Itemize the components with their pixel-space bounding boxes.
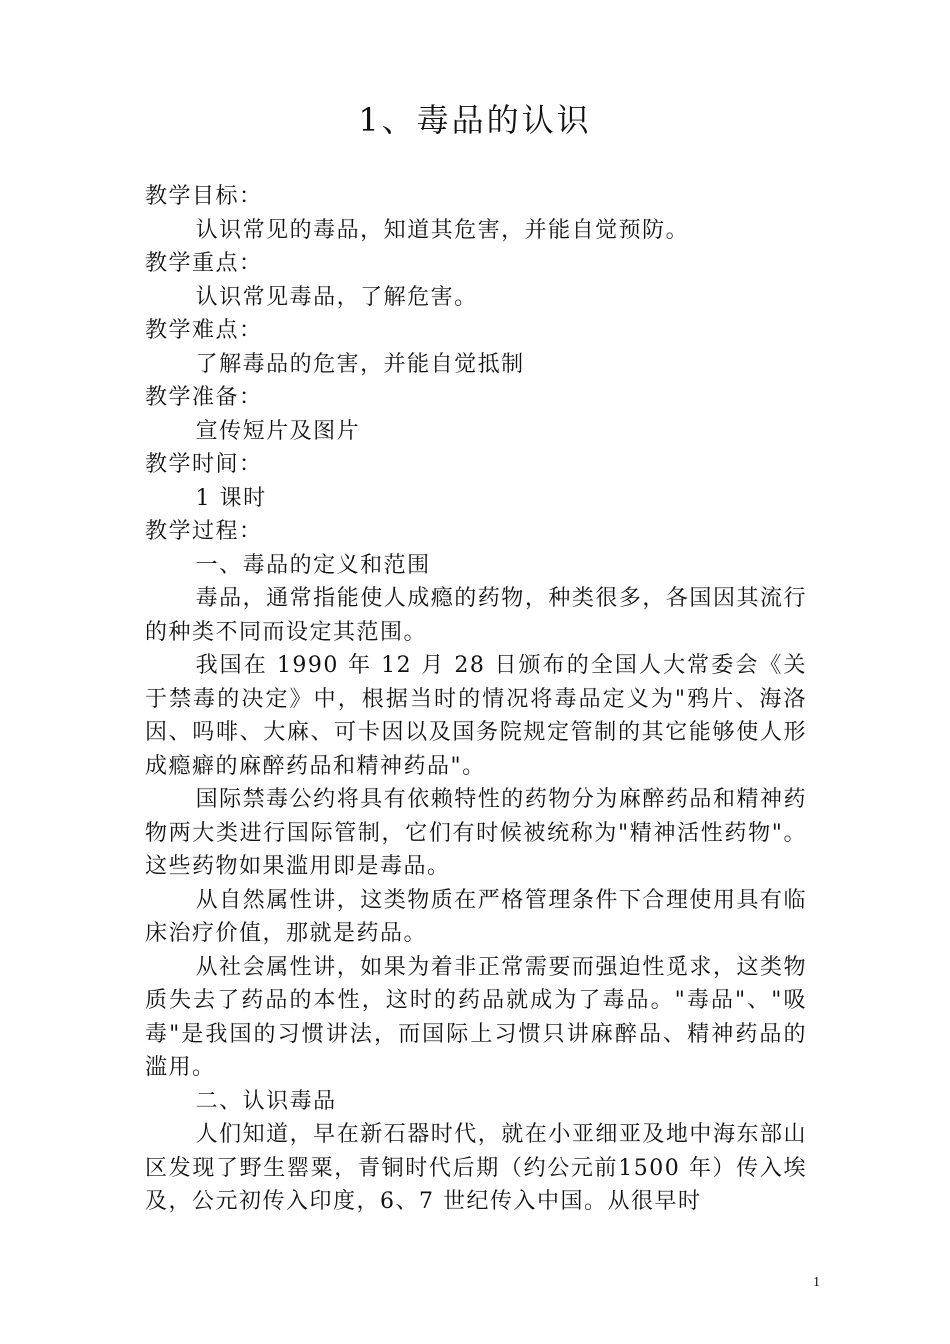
section-content-key-points: 认识常见毒品，了解危害。: [195, 284, 478, 310]
paragraph: 毒品，通常指能使人成瘾的药物，种类很多，各国因其流行的种类不同而设定其范围。: [145, 586, 807, 645]
section-heading-key-points: 教学重点：: [145, 251, 263, 276]
paragraph: 人们知道，早在新石器时代，就在小亚细亚及地中海东部山区发现了野生罂粟，青铜时代后期（约公元前1500 年）传入埃及，公元初传入印度，6、7 世纪传入中国。从很早时: [145, 1122, 807, 1214]
paragraph: 我国在 1990 年 12 月 28 日颁布的全国人大常委会《关于禁毒的决定》中，根据当时的情况将毒品定义为"鸦片、海洛因、吗啡、大麻、可卡因以及国务院规定管制的其它能够使人形成瘾癖的麻醉药品和精神药品"。: [145, 653, 807, 779]
document-body: [145, 180, 807, 1219]
section-heading-objectives: 教学目标：: [145, 184, 263, 209]
section-content-time: 1 课时: [195, 485, 267, 511]
paragraph: 二、认识毒品: [195, 1088, 337, 1114]
paragraph: 一、毒品的定义和范围: [195, 552, 431, 578]
section-heading-time: 教学时间：: [145, 452, 263, 477]
section-content-preparation: 宣传短片及图片: [195, 418, 361, 444]
paragraph: 国际禁毒公约将具有依赖特性的药物分为麻醉药品和精神药物两大类进行国际管制，它们有时候被统称为"精神活性药物"。这些药物如果滥用即是毒品。: [145, 787, 807, 879]
section-heading-preparation: 教学准备：: [145, 385, 263, 410]
section-heading-process: 教学过程：: [145, 519, 263, 544]
section-content-difficulties: 了解毒品的危害，并能自觉抵制: [195, 351, 525, 377]
paragraph: 从自然属性讲，这类物质在严格管理条件下合理使用具有临床治疗价值，那就是药品。: [145, 887, 807, 946]
paragraph: 从社会属性讲，如果为着非正常需要而强迫性觅求，这类物质失去了药品的本性，这时的药品就成为了毒品。"毒品"、"吸毒"是我国的习惯讲法，而国际上习惯只讲麻醉品、精神药品的滥用。: [145, 954, 807, 1080]
page-number: 1: [813, 1275, 820, 1290]
section-content-objectives: 认识常见的毒品，知道其危害，并能自觉预防。: [195, 217, 690, 243]
document-title: 1、毒品的认识: [358, 101, 592, 139]
section-heading-difficulties: 教学难点：: [145, 318, 263, 343]
